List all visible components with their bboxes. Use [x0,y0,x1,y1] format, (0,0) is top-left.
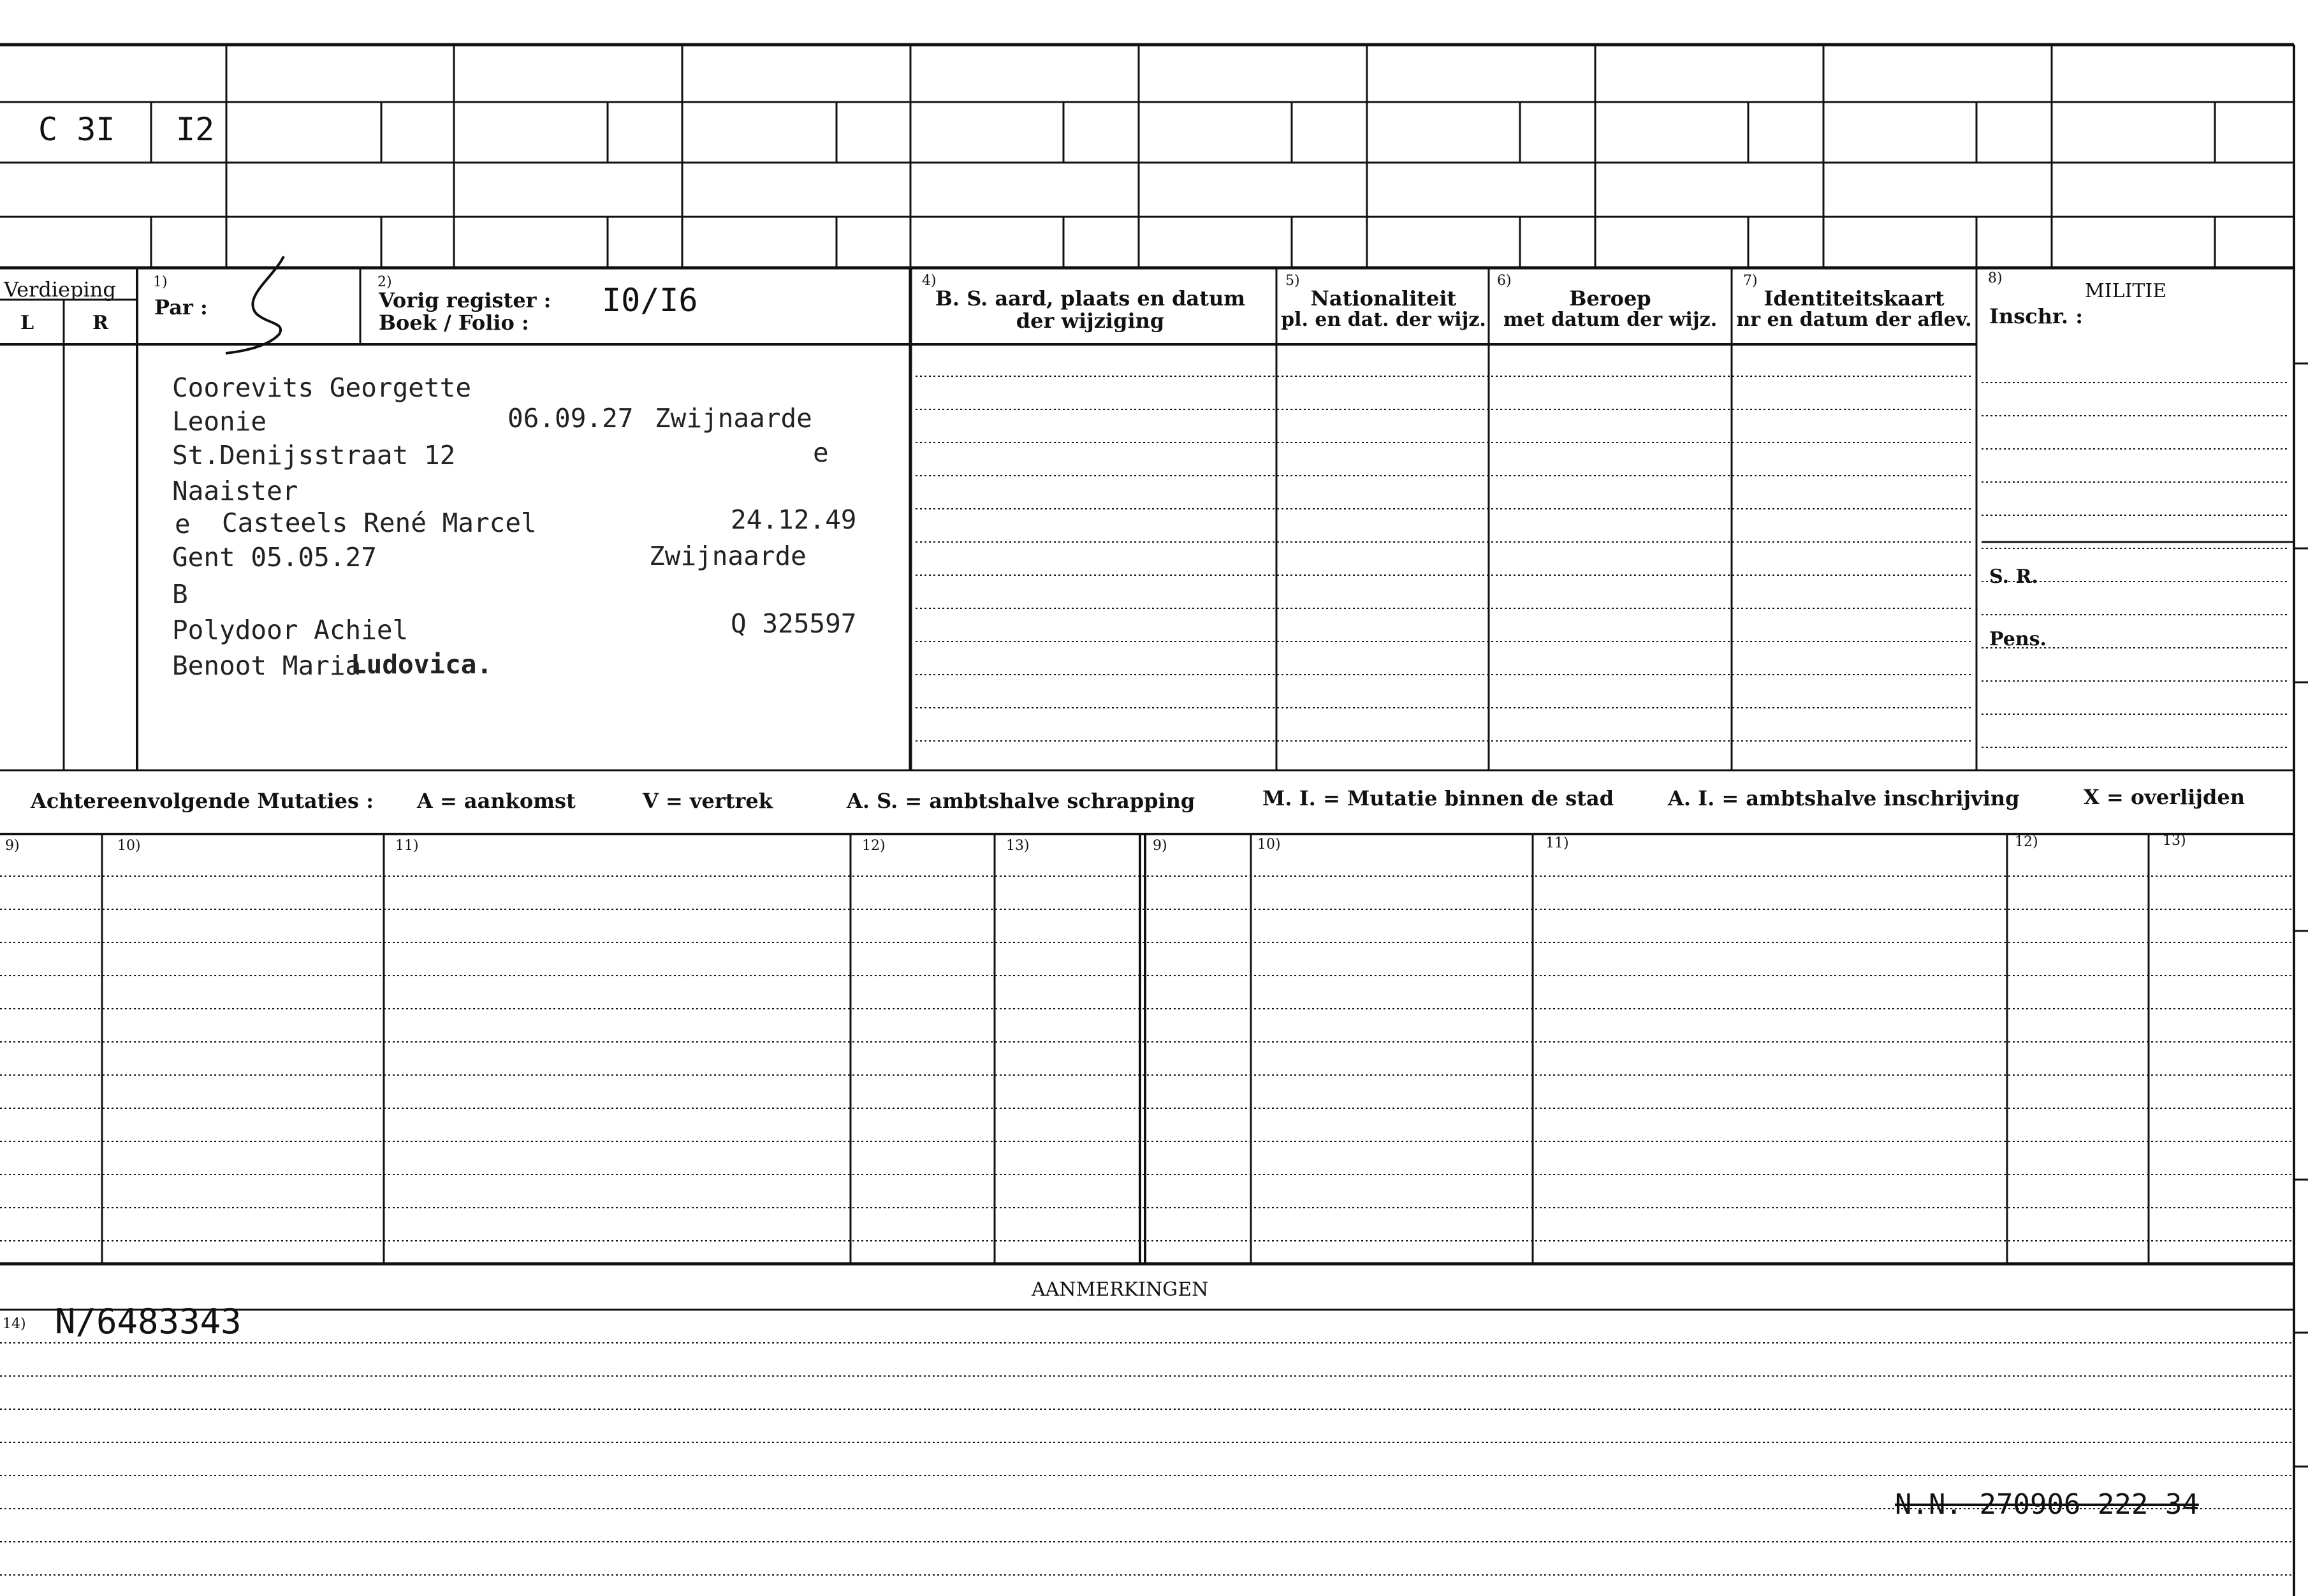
mutation-col-10a: 10) [117,838,141,854]
col6-header-line1: Beroep [1569,286,1651,311]
column-number-5: 5) [1285,273,1300,289]
legend-ambtshalve-schrapping: A. S. = ambtshalve schrapping [847,789,1195,813]
record-number: I2 [176,111,215,148]
spouse-prefix: e [175,509,191,539]
address-mark: e [813,437,829,468]
mutation-col-12a: 12) [862,838,886,854]
mother-name: Benoot Maria [172,650,362,681]
column-number-7: 7) [1743,273,1758,289]
spouse-name: Casteels René Marcel [222,508,537,538]
mutation-col-13a: 13) [1006,838,1030,854]
mutation-col-11a: 11) [395,838,419,854]
remarks-title: AANMERKINGEN [1032,1278,1209,1301]
legend-mutatie-binnen-stad: M. I. = Mutatie binnen de stad [1262,786,1614,810]
floor-left-label: L [20,312,34,334]
mutation-col-11b: 11) [1545,835,1569,851]
person-birth-date: 06.09.27 [508,403,634,434]
mutation-col-9a: 9) [5,838,20,854]
person-address: St.Denijsstraat 12 [172,440,456,471]
person-given-names: Leonie [172,406,267,437]
mutaties-label: Achtereenvolgende Mutaties : [31,789,374,813]
legend-overlijden: X = overlijden [2084,785,2245,809]
block-code: C 3I [38,111,115,148]
verdieping-label: Verdieping [4,277,116,302]
marriage-place: Zwijnaarde [649,541,807,571]
father-name: Polydoor Achiel [172,615,409,645]
vorig-register-label: Vorig register : [379,288,551,312]
mutation-col-12b: 12) [2015,834,2038,850]
col4-header-line1: B. S. aard, plaats en datum [935,286,1246,311]
spouse-birth: Gent 05.05.27 [172,542,377,573]
id-number: Q 325597 [731,608,857,639]
col5-header-line2: pl. en dat. der wijz. [1281,309,1486,331]
column-number-6: 6) [1497,273,1512,289]
legend-aankomst: A = aankomst [417,789,576,813]
col7-header-line2: nr en datum der aflev. [1736,309,1972,331]
sr-label: S. R. [1989,566,2038,588]
legend-vertrek: V = vertrek [643,789,773,813]
remarks-number-14: 14) [3,1316,26,1332]
signature-scribble [217,253,306,355]
floor-right-label: R [92,312,108,334]
marriage-date: 24.12.49 [731,504,857,535]
militie-label: MILITIE [2085,280,2167,302]
col4-header-line2: der wijziging [1016,309,1165,333]
previous-register-value: I0/I6 [602,282,698,319]
column-number-8: 8) [1988,270,2003,286]
national-number: N.N. 270906 222 34 [1895,1488,2199,1521]
mutation-col-13b: 13) [2163,833,2186,849]
person-occupation: Naaister [172,476,298,506]
letter-b: B [172,579,188,610]
par-label: Par : [154,295,208,319]
column-number-4: 4) [922,273,937,289]
column-number-1: 1) [153,274,168,290]
person-birth-place: Zwijnaarde [655,403,812,434]
col7-header-line1: Identiteitskaart [1764,286,1945,311]
mutation-col-10b: 10) [1257,837,1281,853]
pens-label: Pens. [1989,628,2047,650]
col5-header-line1: Nationaliteit [1310,286,1457,311]
mother-extra-name: Ludovica. [351,649,493,680]
legend-ambtshalve-inschrijving: A. I. = ambtshalve inschrijving [1668,786,2020,810]
person-name: Coorevits Georgette [172,372,471,403]
remarks-value: N/6483343 [55,1301,242,1342]
col6-header-line2: met datum der wijz. [1503,309,1718,331]
mutation-col-9b: 9) [1153,838,1167,854]
inschr-label: Inschr. : [1989,304,2084,328]
boek-folio-label: Boek / Folio : [379,311,529,335]
column-number-2: 2) [377,274,392,290]
